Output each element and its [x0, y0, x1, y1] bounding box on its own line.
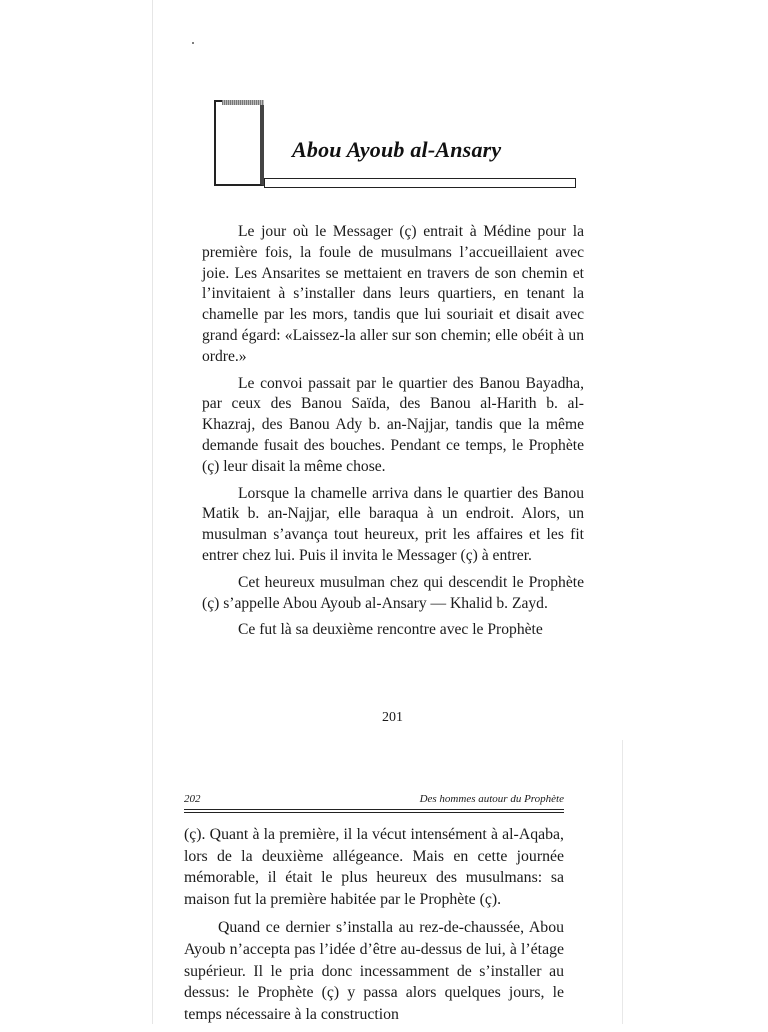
scan-speck	[192, 42, 194, 44]
page-202-body	[184, 824, 564, 1032]
page-number: 201	[382, 710, 403, 725]
scan-page-edge	[152, 0, 153, 1024]
page-201-body	[202, 222, 584, 647]
paragraph: Le convoi passait par le quartier des Banou Bayadha, par ceux des Banou Saïda, des Banou al-Harith b. al-Khazraj, des Banou Ady b. an-Najjar, tandis que la même demande fusait des bouches. Pendant ce temps, le Prophète (ç) leur disait la même chose.	[202, 374, 584, 475]
chapter-title: Abou Ayoub al-Ansary	[292, 137, 502, 162]
paragraph: Quand ce dernier s’installa au rez-de-chaussée, Abou Ayoub n’accepta pas l’idée d’être au-dessus de lui, à l’étage supérieur. Il le pria donc incessamment de s’installer au dessus: le Prophète (ç) y passa alors quelques jours, le temps nécessaire à la construction	[184, 919, 564, 1023]
running-header-page-number: 202	[184, 793, 201, 805]
running-header	[184, 793, 564, 807]
paragraph: Lorsque la chamelle arriva dans le quartier des Banou Matik b. an-Najjar, elle baraqua à un endroit. Alors, un musulman s’avança tout heureux, prit les affaires et les fit entrer chez lui. Puis il invita le Messager (ç) à entrer.	[202, 484, 584, 564]
running-header-rule	[184, 809, 564, 810]
chapter-title-rule	[264, 178, 576, 188]
paragraph: Le jour où le Messager (ç) entrait à Médine pour la première fois, la foule de musulmans l’accueillaient avec joie. Les Ansarites se mettaient en travers de son chemin et l’invitaient à s’installer dans leurs quartiers, en tenant la chamelle par les mors, tandis que lui souriait et disait avec grand égard: «Laissez-la aller sur son chemin; elle obéit à un ordre.»	[202, 223, 584, 365]
running-header-title: Des hommes autour du Prophète	[419, 793, 564, 805]
paragraph: Ce fut là sa deuxième rencontre avec le Prophète	[238, 621, 543, 639]
running-header-rule	[184, 812, 564, 813]
paragraph: (ç). Quant à la première, il la vécut intensément à al-Aqaba, lors de la deuxième allégeance. Mais en cette journée mémorable, il était le plus heureux des musulmans: sa maison fut la première habitée par le Prophète (ç).	[184, 826, 564, 908]
chapter-ornament-box	[214, 100, 264, 186]
paragraph: Cet heureux musulman chez qui descendit le Prophète (ç) s’appelle Abou Ayoub al-Ansary — Khalid b. Zayd.	[202, 573, 584, 612]
scan-page-edge	[622, 740, 623, 1024]
